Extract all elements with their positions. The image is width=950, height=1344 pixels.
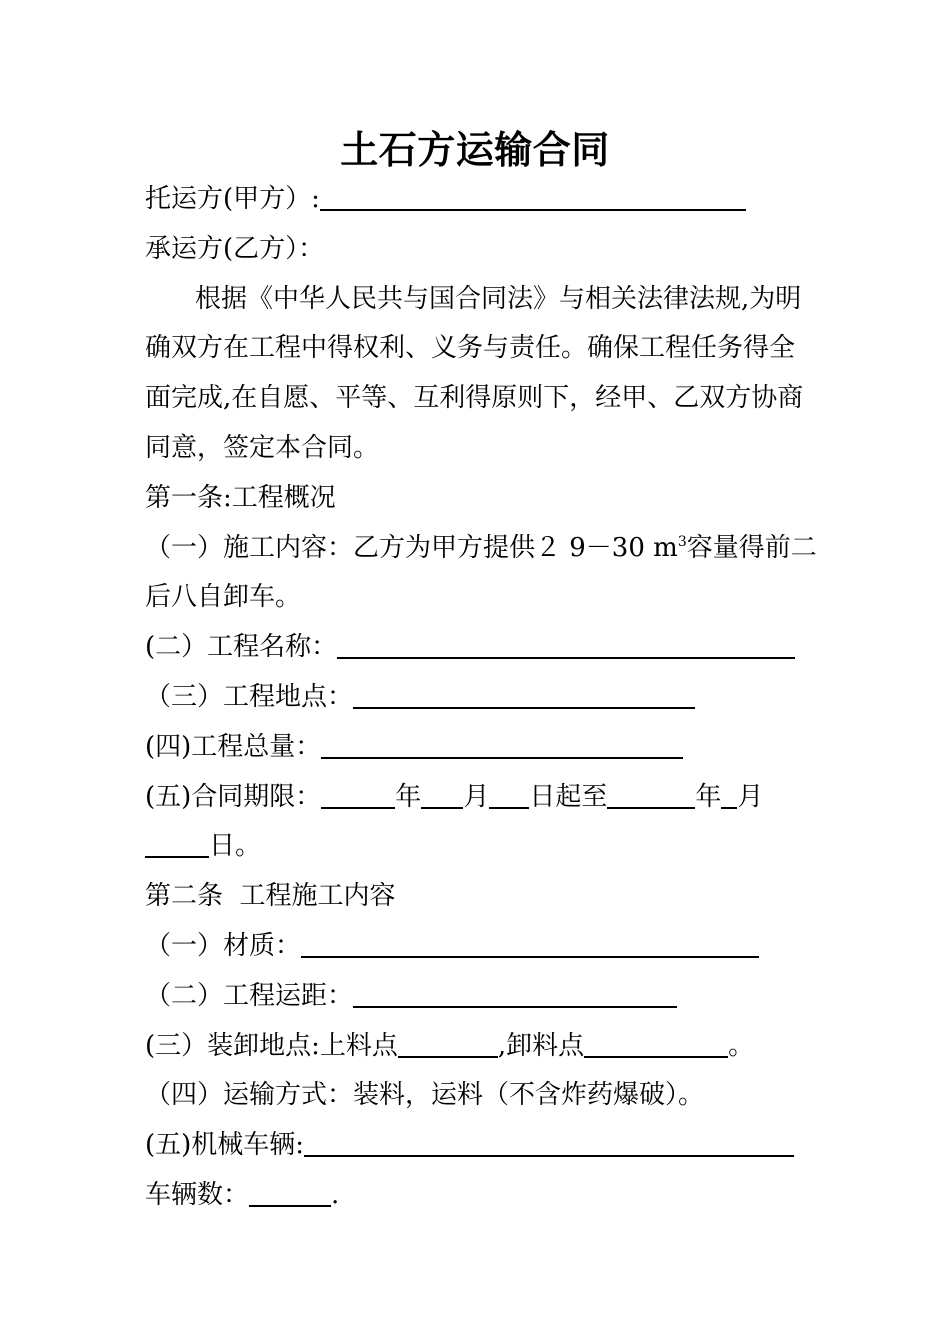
vehicle-count-label: 车辆数： bbox=[145, 1179, 250, 1210]
shipper-label: 托运方(甲方）: bbox=[145, 184, 320, 214]
carrier-line bbox=[145, 225, 825, 275]
end-month-text: 月 bbox=[737, 781, 764, 812]
project-location-label: （三）工程地点： bbox=[145, 681, 354, 712]
vehicle-count-line bbox=[145, 1171, 825, 1221]
start-day-text: 日起至 bbox=[529, 781, 608, 812]
article2-item3-line bbox=[145, 1022, 825, 1072]
contract-term-label: (五)合同期限： bbox=[145, 781, 322, 812]
carrier-label: 承运方(乙方）： bbox=[145, 233, 325, 264]
material-blank bbox=[301, 954, 759, 958]
article1-item1-continuation: 后八自卸车。 bbox=[145, 582, 302, 613]
end-year-blank bbox=[607, 805, 695, 809]
start-month-text: 月 bbox=[463, 781, 490, 812]
unloading-point-label: ,卸料点 bbox=[497, 1030, 585, 1061]
article1-item5-line bbox=[145, 773, 825, 823]
article1-item4-line bbox=[145, 723, 825, 773]
project-quantity-label: (四)工程总量： bbox=[145, 731, 322, 762]
start-month-blank bbox=[421, 805, 463, 809]
contract-title: 土石方运输合同 bbox=[340, 127, 610, 172]
preamble-line-1: 根据《中华人民共与国合同法》与相关法律法规,为明 bbox=[195, 283, 802, 314]
shipper-blank bbox=[320, 207, 746, 211]
haul-distance-blank bbox=[353, 1004, 677, 1008]
end-year-text: 年 bbox=[695, 781, 722, 812]
preamble-line-4: 同意，签定本合同。 bbox=[145, 432, 380, 463]
shipper-line bbox=[145, 175, 825, 225]
haul-distance-label: （二）工程运距： bbox=[145, 980, 354, 1011]
cubic-superscript: 3 bbox=[677, 533, 687, 550]
end-day-text: 日。 bbox=[209, 831, 262, 862]
article2-item2-line bbox=[145, 972, 825, 1022]
article2-item1-line bbox=[145, 922, 825, 972]
machinery-label: (五)机械车辆: bbox=[145, 1130, 305, 1161]
unloading-point-blank bbox=[584, 1054, 728, 1058]
article1-item1-line bbox=[145, 524, 825, 574]
preamble-line-2: 确双方在工程中得权利、义务与责任。确保工程任务得全 bbox=[145, 333, 796, 364]
vehicle-count-end: . bbox=[331, 1179, 340, 1210]
start-year-blank bbox=[321, 805, 395, 809]
loading-point-label: (三）装卸地点:上料点 bbox=[145, 1030, 398, 1061]
article1-item1-after: 容量得前二 bbox=[686, 532, 817, 563]
machinery-blank bbox=[304, 1153, 794, 1157]
start-year-text: 年 bbox=[395, 781, 422, 812]
end-day-blank bbox=[145, 854, 209, 858]
material-label: （一）材质： bbox=[145, 930, 302, 961]
end-month-blank bbox=[721, 805, 737, 809]
article2-item4-line: （四）运输方式：装料，运料（不含炸药爆破）。 bbox=[145, 1080, 705, 1111]
project-name-label: (二）工程名称： bbox=[145, 632, 338, 663]
article2-item5-line bbox=[145, 1121, 825, 1171]
article2-heading: 第二条 工程施工内容 bbox=[145, 881, 396, 912]
project-name-blank bbox=[337, 655, 795, 659]
article1-heading: 第一条:工程概况 bbox=[145, 482, 336, 513]
article1-item1-before: （一）施工内容：乙方为甲方提供２ 9－30 m bbox=[145, 532, 678, 563]
project-quantity-blank bbox=[321, 755, 683, 759]
article1-item5-continuation bbox=[145, 822, 825, 872]
start-day-blank bbox=[489, 805, 529, 809]
article1-item3-line bbox=[145, 673, 825, 723]
loading-end-mark: 。 bbox=[728, 1030, 755, 1061]
project-location-blank bbox=[353, 705, 695, 709]
article1-item2-line bbox=[145, 623, 825, 673]
preamble-line-3: 面完成,在自愿、平等、互利得原则下，经甲、乙双方协商 bbox=[145, 383, 804, 414]
vehicle-count-blank bbox=[249, 1203, 331, 1207]
contract-body bbox=[145, 175, 825, 1221]
loading-point-blank bbox=[398, 1054, 498, 1058]
